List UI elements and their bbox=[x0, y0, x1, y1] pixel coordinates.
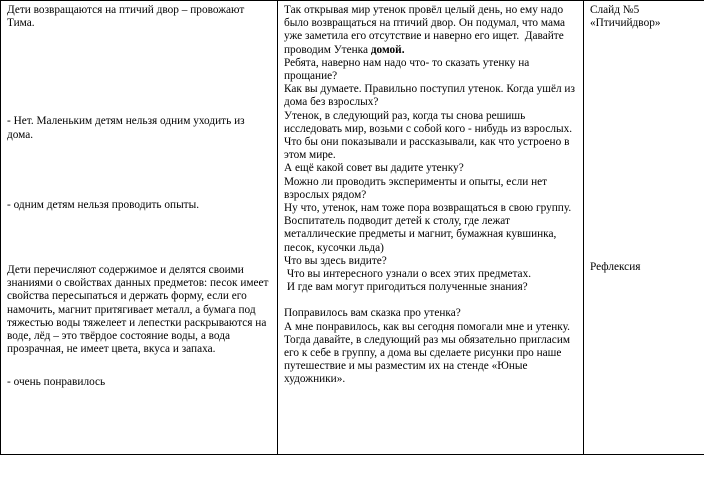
paragraph: - очень понравилось bbox=[7, 376, 106, 389]
paragraph: Ну что, утенок, нам тоже пора возвращаться в свою группу. bbox=[284, 202, 572, 215]
paragraph: Дети перечисляют содержимое и делятся своими знаниями о свойствах данных предметов: песок имеет свойства пересыпаться и держать форму, если его намочить, магнит притягивает металл, а бумага под тяжестью воды тяжелеет и лепестки раскрываются на воде, лёд – это твёрдое состояние воды, а вода прозрачная, не имеет цвета, вкуса и запаха. bbox=[7, 264, 272, 356]
paragraph: Тогда давайте, в следующий раз мы обязательно пригласим его к себе в группу, а дома вы сделаете рисунки про наше путешествие и мы разместим их на стенде «Юные художники». bbox=[284, 333, 573, 386]
paragraph bbox=[284, 4, 578, 57]
paragraph: И где вам могут пригодиться полученные знания? bbox=[284, 281, 528, 294]
paragraph: Дети возвращаются на птичий двор – провожают Тима. bbox=[7, 4, 248, 30]
paragraph: Как вы думаете. Правильно поступил утенок. Когда ушёл из дома без взрослых? bbox=[284, 83, 578, 109]
paragraph-bold-text: домой. bbox=[370, 43, 405, 56]
paragraph: А ещё какой совет вы дадите утенку? bbox=[284, 162, 464, 175]
cell-teacher-script bbox=[278, 1, 584, 455]
table-row bbox=[1, 1, 704, 455]
paragraph: Ребята, наверно нам надо что- то сказать утенку на прощание? bbox=[284, 56, 533, 83]
paragraph: Можно ли проводить эксперименты и опыты, если нет взрослых рядом? bbox=[284, 175, 550, 201]
reflection-label: Рефлексия bbox=[590, 261, 641, 274]
cell-slide-notes bbox=[584, 1, 704, 455]
paragraph: - одним детям нельзя проводить опыты. bbox=[7, 198, 200, 211]
paragraph: Поправилось вам сказка про утенка? bbox=[284, 307, 461, 320]
paragraph: А мне понравилось, как вы сегодня помогали мне и утенку. bbox=[284, 320, 570, 333]
paragraph-text: Так открывая мир утенок провёл целый день, но ему надо было возвращаться на птичий двор. Он подумал, что мама уже заметила его отсутствие и наверно его ищет. Давайте проводим Утенка bbox=[284, 4, 568, 56]
paragraph: Что вы интересного узнали о всех этих предметах. bbox=[284, 268, 532, 281]
cell-children-actions bbox=[1, 1, 278, 455]
paragraph: Воспитатель подводит детей к столу, где лежат металлические предметы и магнит, бумажная кувшинка, песок, кусочки льда) bbox=[284, 215, 560, 254]
paragraph: - Нет. Маленьким детям нельзя одним уходить из дома. bbox=[7, 115, 248, 141]
paragraph: Что вы здесь видите? bbox=[284, 254, 387, 267]
slide-label: Слайд №5 «Птичийдвор» bbox=[590, 4, 661, 30]
paragraph: Утенок, в следующий раз, когда ты снова решишь исследовать мир, возьми с собой кого - нибудь из взрослых. Что бы они показывали и рассказывали, как что устроено в этом мире. bbox=[284, 109, 575, 162]
